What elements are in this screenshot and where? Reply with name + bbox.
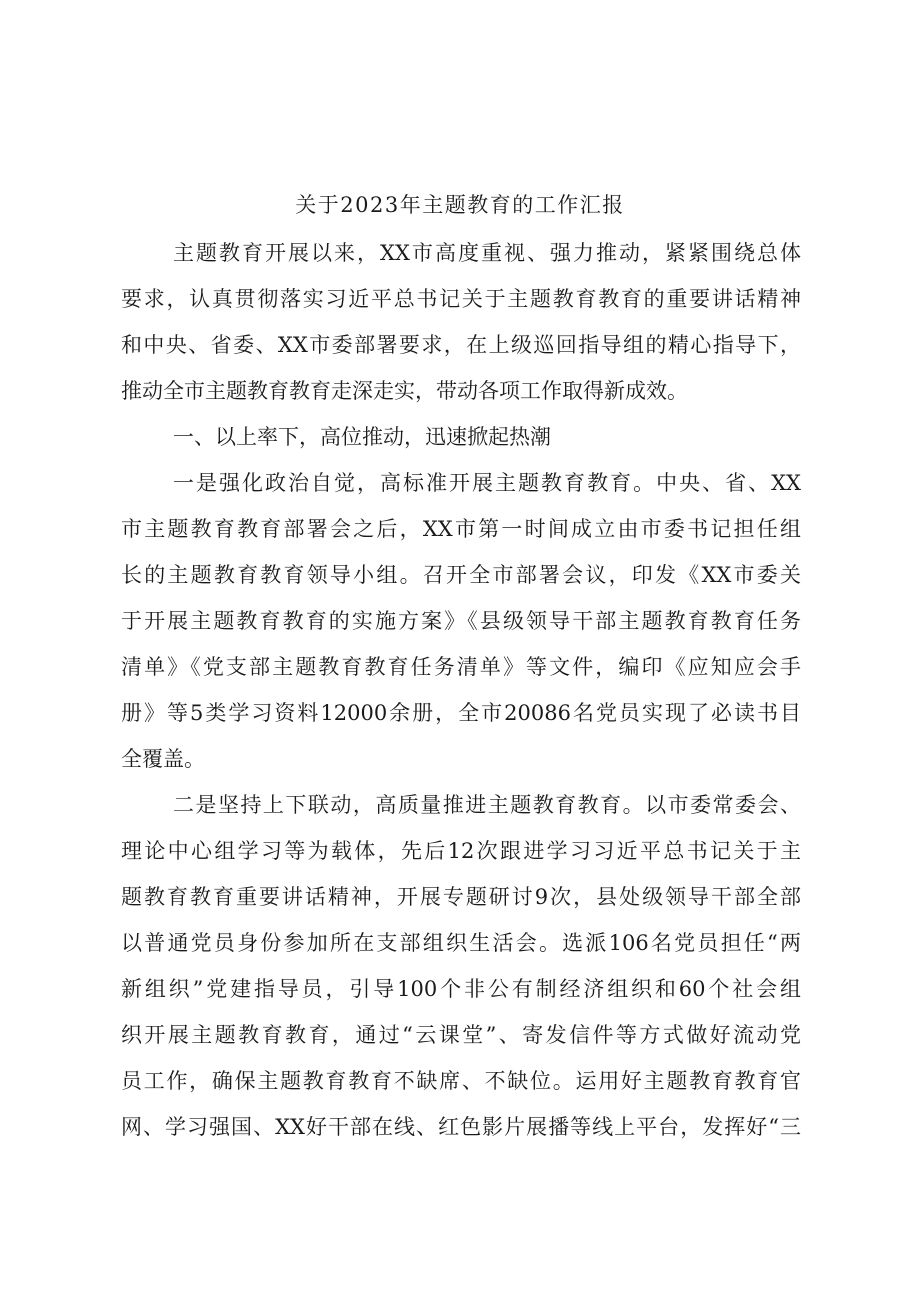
paragraph-3-line-7: 员工作，确保主题教育教育不缺席、不缺位。运用好主题教育教育官 — [121, 1069, 801, 1093]
paragraph-3-line-1: 二是坚持上下联动，高质量推进主题教育教育。以市委常委会、 — [173, 793, 801, 817]
paragraph-3-line-6: 织开展主题教育教育，通过“云课堂”、寄发信件等方式做好流动党 — [121, 1023, 801, 1047]
paragraph-3-line-3: 题教育教育重要讲话精神，开展专题研讨9次，县处级领导干部全部 — [121, 885, 801, 909]
paragraph-2-line-5: 清单》《党支部主题教育教育任务清单》等文件，编印《应知应会手 — [121, 655, 801, 679]
paragraph-1-line-2: 要求，认真贯彻落实习近平总书记关于主题教育教育的重要讲话精神 — [121, 287, 801, 311]
paragraph-2-line-7: 全覆盖。 — [121, 747, 205, 771]
paragraph-2-line-3: 长的主题教育教育领导小组。召开全市部署会议，印发《XX市委关 — [121, 563, 801, 587]
paragraph-2-line-6: 册》等5类学习资料12000余册，全市20086名党员实现了必读书目 — [121, 701, 801, 725]
paragraph-2-line-4: 于开展主题教育教育的实施方案》《县级领导干部主题教育教育任务 — [121, 609, 801, 633]
paragraph-2-line-1: 一是强化政治自觉，高标准开展主题教育教育。中央、省、XX — [173, 471, 801, 495]
document-title: 关于2023年主题教育的工作汇报 — [295, 193, 625, 217]
paragraph-1-line-4: 推动全市主题教育教育走深走实，带动各项工作取得新成效。 — [121, 379, 688, 403]
paragraph-3-line-8: 网、学习强国、XX好干部在线、红色影片展播等线上平台，发挥好“三 — [121, 1115, 801, 1139]
document-body — [121, 230, 801, 1150]
paragraph-1-line-1: 主题教育开展以来，XX市高度重视、强力推动，紧紧围绕总体 — [173, 241, 801, 265]
paragraph-3-line-2: 理论中心组学习等为载体，先后12次跟进学习习近平总书记关于主 — [121, 839, 801, 863]
paragraph-1-line-3: 和中央、省委、XX市委部署要求，在上级巡回指导组的精心指导下， — [121, 333, 801, 357]
section-heading-1: 一、以上率下，高位推动，迅速掀起热潮 — [173, 425, 551, 449]
paragraph-2-line-2: 市主题教育教育部署会之后，XX市第一时间成立由市委书记担任组 — [121, 517, 801, 541]
paragraph-3-line-4: 以普通党员身份参加所在支部组织生活会。选派106名党员担任“两 — [121, 931, 801, 955]
paragraph-3-line-5: 新组织”党建指导员，引导100个非公有制经济组织和60个社会组 — [121, 977, 801, 1001]
